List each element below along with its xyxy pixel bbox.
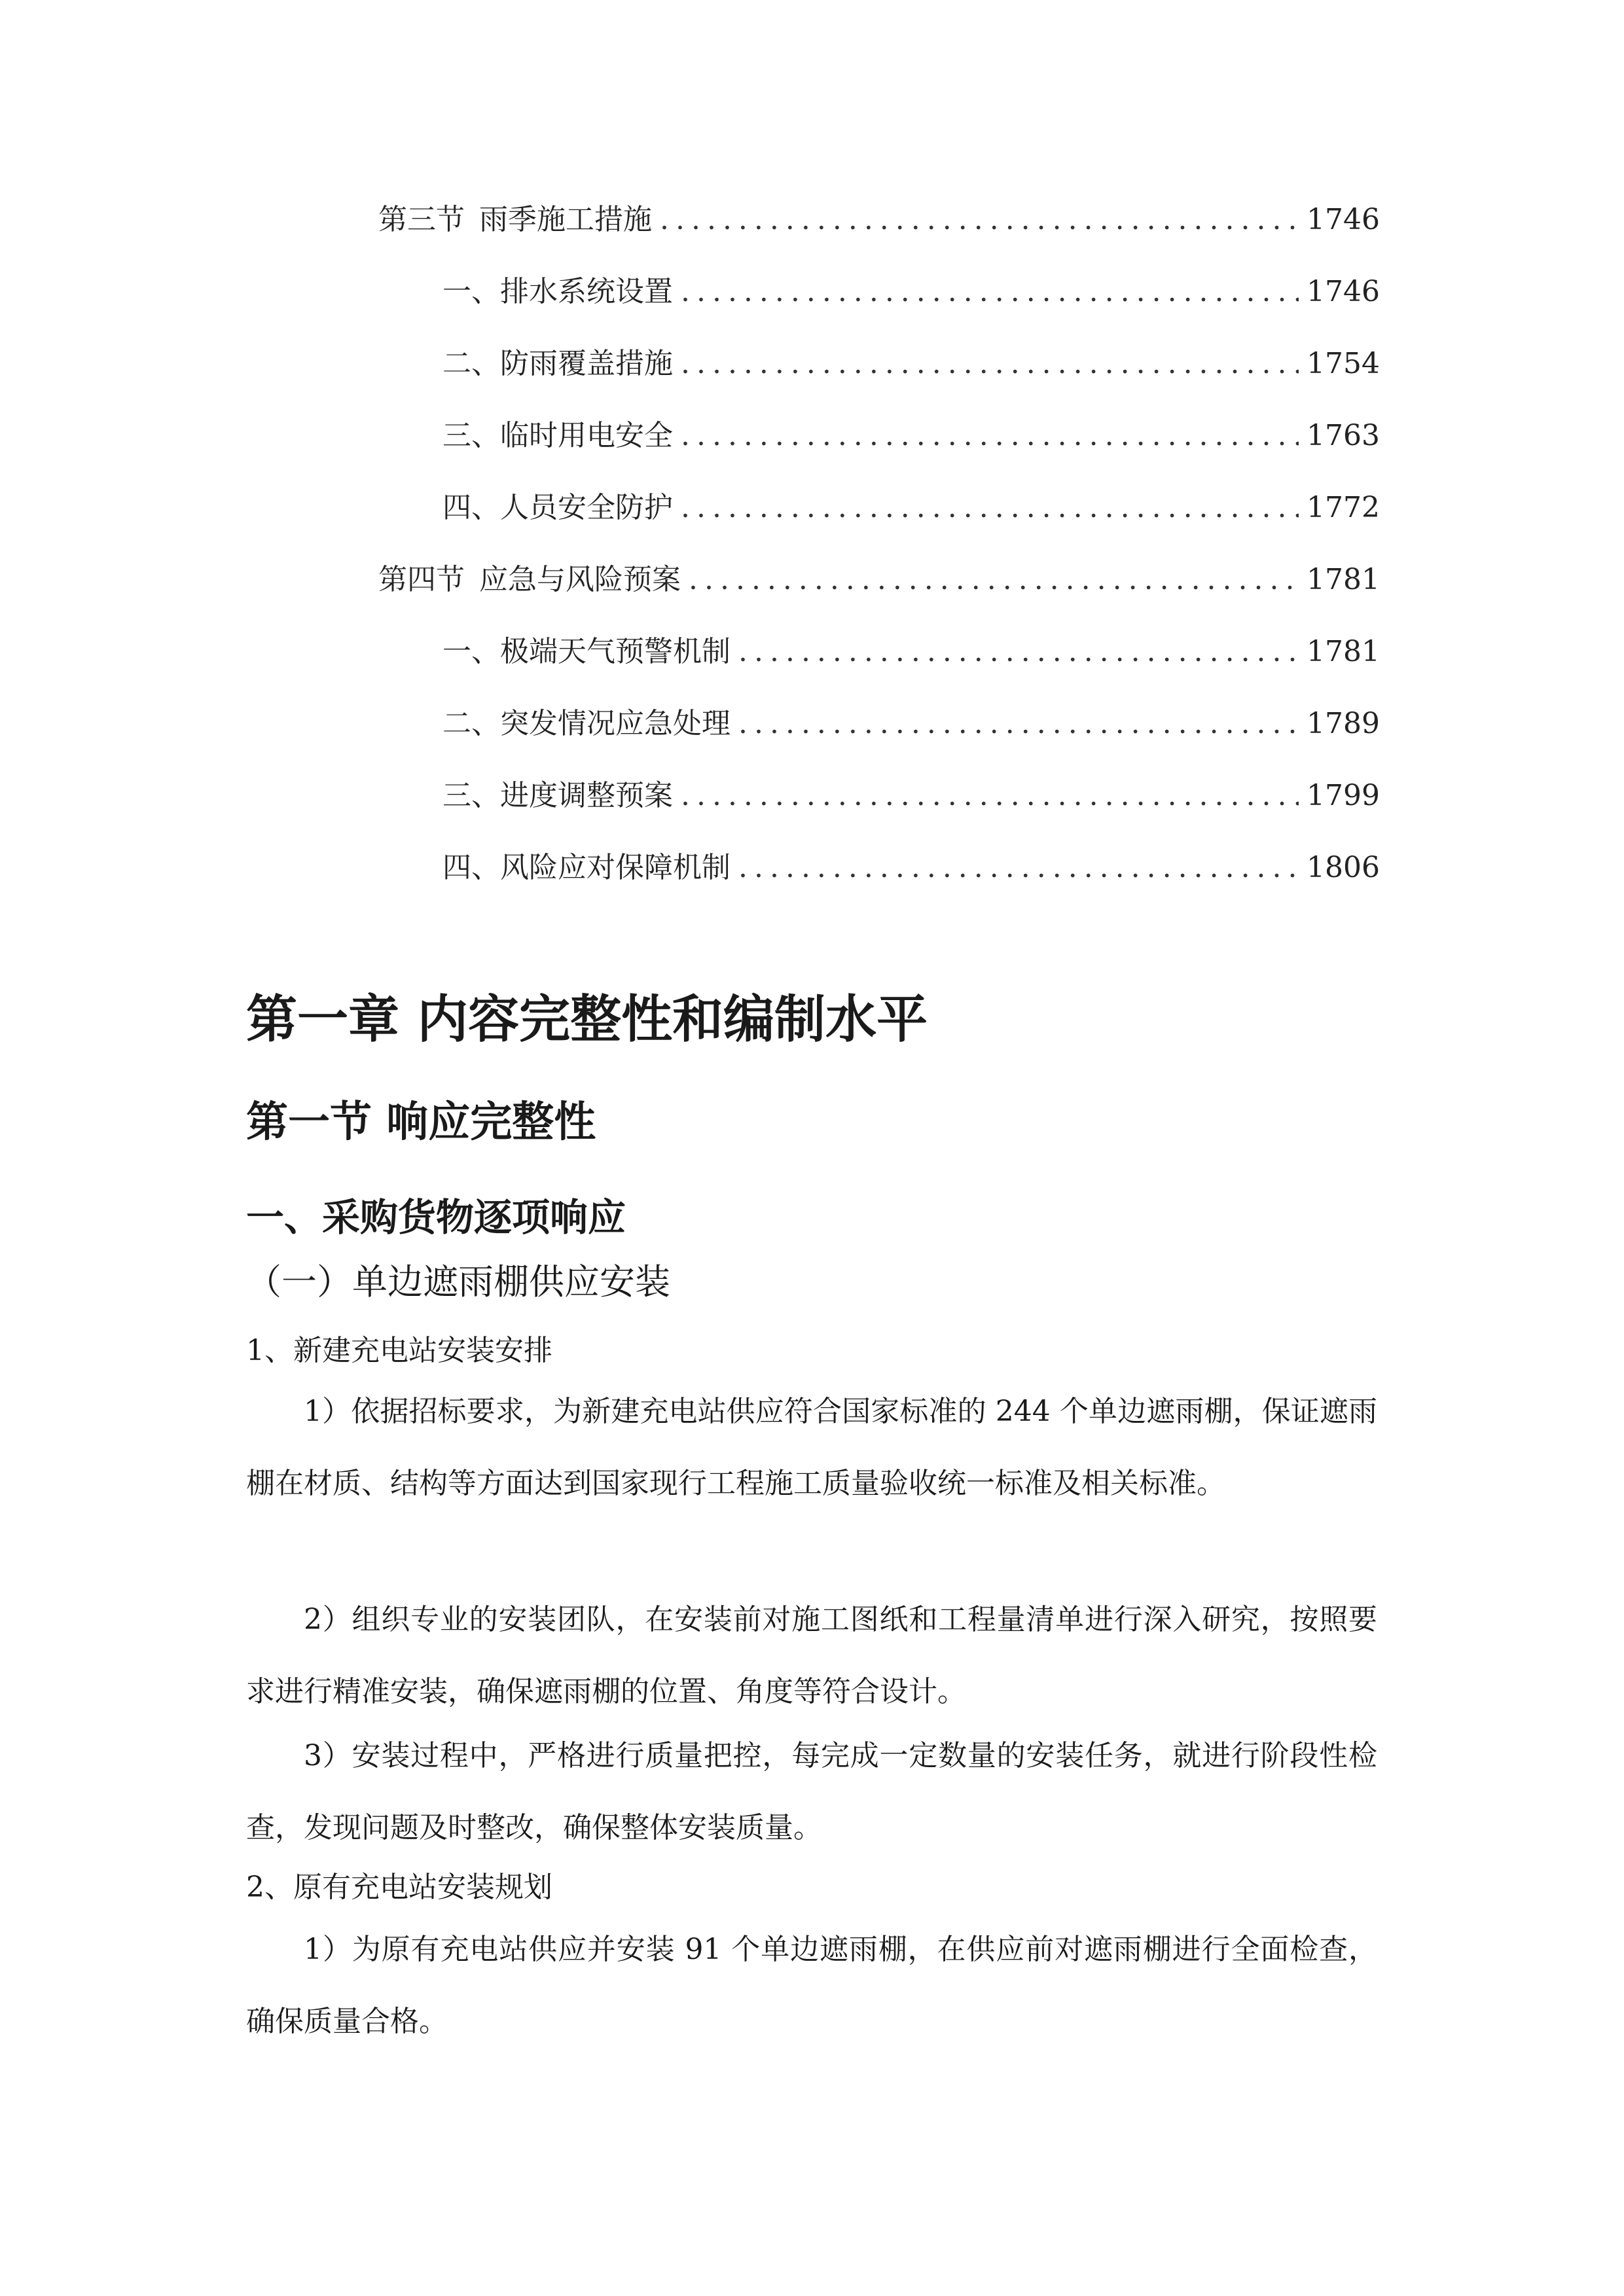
paragraph: 1）依据招标要求，为新建充电站供应符合国家标准的 244 个单边遮雨棚，保证遮雨棚在材质、结构等方面达到国家现行工程施工质量验收统一标准及相关标准。 [246, 1395, 1377, 1500]
toc-entry-page: 1781 [1307, 563, 1380, 596]
toc-dot-leader [681, 272, 1299, 312]
paragraph: 1）为原有充电站供应并安装 91 个单边遮雨棚，在供应前对遮雨棚进行全面检查，确保质量合格。 [246, 1933, 1377, 2038]
toc-entry-page: 1789 [1307, 707, 1380, 740]
toc-entry-page: 1772 [1307, 491, 1380, 524]
toc-entry-number: 二、 [442, 707, 500, 740]
toc-entry[interactable] [442, 488, 1380, 528]
toc-entry-number: 三、 [442, 779, 500, 812]
toc-dot-leader [689, 560, 1299, 600]
toc-entry[interactable] [442, 272, 1380, 312]
paragraph: 3）安装过程中，严格进行质量把控，每完成一定数量的安装任务，就进行阶段性检查，发现问题及时整改，确保整体安装质量。 [246, 1739, 1377, 1844]
toc-entry-title: 应急与风险预案 [479, 563, 681, 596]
toc-entry-title: 进度调整预案 [500, 779, 673, 812]
toc-dot-leader [738, 632, 1299, 672]
toc-dot-leader [738, 848, 1299, 888]
toc-dot-leader [681, 488, 1299, 528]
toc-entry-page: 1763 [1307, 419, 1380, 452]
toc-entry-title: 临时用电安全 [500, 419, 673, 452]
toc-entry-title: 风险应对保障机制 [500, 851, 731, 884]
section-title: 第一节 响应完整性 [246, 1098, 596, 1147]
toc-dot-leader [681, 416, 1299, 456]
toc-entry-number: 四、 [442, 851, 500, 884]
toc-entry-title: 雨季施工措施 [479, 203, 652, 236]
toc-entry[interactable] [378, 560, 1380, 600]
toc-entry-title: 排水系统设置 [500, 275, 673, 308]
toc-entry-page: 1799 [1307, 779, 1380, 812]
paragraph: 2）组织专业的安装团队，在安装前对施工图纸和工程量清单进行深入研究，按照要求进行精准安装，确保遮雨棚的位置、角度等符合设计。 [246, 1603, 1377, 1708]
toc-entry-number: 四、 [442, 491, 500, 524]
toc-entry-number: 第三节 [378, 203, 465, 236]
toc-dot-leader [681, 776, 1299, 816]
toc-entry[interactable] [442, 776, 1380, 816]
toc-entry-title: 突发情况应急处理 [500, 707, 731, 740]
subsection-title: 一、采购货物逐项响应 [246, 1195, 626, 1240]
toc-entry-page: 1781 [1307, 635, 1380, 668]
toc-entry-number: 二、 [442, 347, 500, 380]
item-title: 2、原有充电站安装规划 [246, 1871, 552, 1904]
toc-entry[interactable] [442, 632, 1380, 672]
toc-entry-title: 极端天气预警机制 [500, 635, 731, 668]
toc-entry-page: 1746 [1307, 275, 1380, 308]
toc-entry-number: 一、 [442, 275, 500, 308]
toc-entry[interactable] [442, 416, 1380, 456]
toc-entry-page: 1746 [1307, 203, 1380, 236]
toc-entry-number: 一、 [442, 635, 500, 668]
toc-dot-leader [660, 200, 1299, 240]
toc-entry-title: 人员安全防护 [500, 491, 673, 524]
toc-entry-number: 三、 [442, 419, 500, 452]
toc-entry-page: 1806 [1307, 851, 1380, 884]
item-title: 1、新建充电站安装安排 [246, 1334, 552, 1367]
toc-entry-page: 1754 [1307, 347, 1380, 380]
toc-entry[interactable] [442, 344, 1380, 384]
chapter-title: 第一章 内容完整性和编制水平 [246, 990, 928, 1049]
toc-entry[interactable] [442, 704, 1380, 744]
toc-entry-title: 防雨覆盖措施 [500, 347, 673, 380]
sub-subsection-title: （一）单边遮雨棚供应安装 [246, 1261, 670, 1302]
toc-entry[interactable] [442, 848, 1380, 888]
toc-dot-leader [738, 704, 1299, 744]
toc-dot-leader [681, 344, 1299, 384]
toc-entry[interactable] [378, 200, 1380, 240]
toc-entry-number: 第四节 [378, 563, 465, 596]
